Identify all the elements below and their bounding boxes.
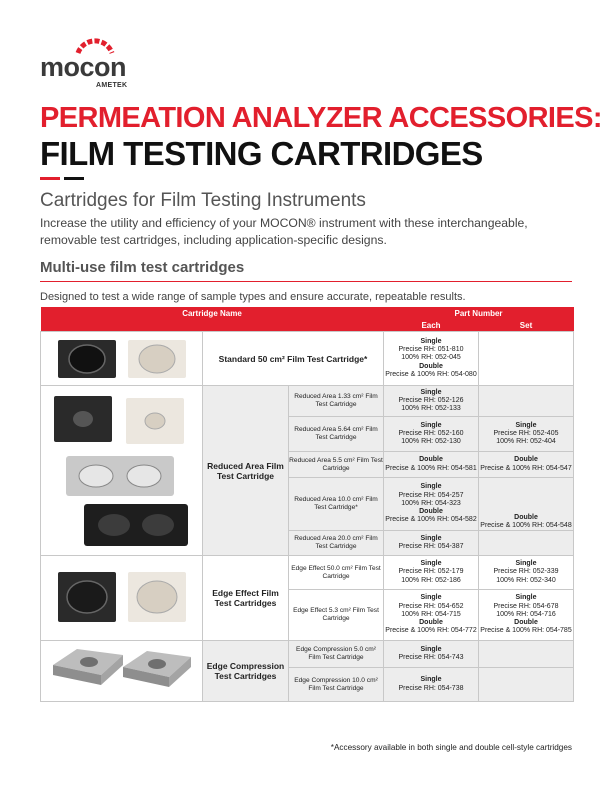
- reduced-4-each: [384, 478, 479, 531]
- e2-set-3: 100% RH: 054-716: [496, 610, 556, 618]
- e1-set-2: Precise RH: 052-339: [493, 568, 559, 576]
- section-rule: [40, 281, 572, 282]
- e2-each-3: 100% RH: 054-715: [401, 610, 461, 618]
- standard-each: [384, 332, 479, 386]
- title-line-2: FILM TESTING CARTRIDGES: [40, 135, 483, 172]
- r1-each-2: Precise RH: 052-126: [398, 396, 464, 404]
- reduced-4-set: [479, 478, 574, 531]
- logo-ametek: AMETEK: [96, 82, 128, 89]
- standard-set: [479, 332, 574, 386]
- r3-each-1: Double: [419, 456, 443, 464]
- reduced-5-set: [479, 531, 574, 556]
- edge-effect-image: [41, 556, 203, 641]
- e1-set-3: 100% RH: 052-340: [496, 576, 556, 584]
- edge-comp-image: [41, 641, 203, 702]
- r5-each-1: Single: [420, 534, 442, 542]
- r4-set-2: Precise & 100% RH: 054-548: [480, 521, 572, 529]
- edge-effect-variant-1: Edge Effect 50.0 cm² Film Test Cartridge: [289, 556, 384, 590]
- r5-each-2: Precise RH: 054-387: [398, 543, 464, 550]
- std-each-2: Precise RH: 051-810: [398, 346, 464, 354]
- edge-comp-name: Edge Compression Test Cartridges: [203, 641, 289, 702]
- reduced-name: Reduced Area Film Test Cartridge: [203, 386, 289, 556]
- std-each-4: Double: [419, 362, 443, 370]
- reduced-variant-4: Reduced Area 10.0 cm² Film Test Cartridge*: [289, 478, 384, 531]
- e2-set-2: Precise RH: 054-678: [493, 602, 559, 610]
- r4-each-2: Precise RH: 054-257: [398, 491, 464, 499]
- std-each-3: 100% RH: 052-045: [401, 354, 461, 362]
- section-description: Designed to test a wide range of sample types and ensure accurate, repeatable results.: [40, 291, 466, 303]
- edge-effect-name: Edge Effect Film Test Cartridges: [203, 556, 289, 641]
- reduced-cartridge-image: [48, 390, 196, 552]
- c1-each-1: Single: [420, 645, 442, 653]
- header-part-number: Part Number: [384, 307, 574, 319]
- edge-comp-variant-2: Edge Compression 10.0 cm² Film Test Cartridge: [289, 668, 384, 702]
- standard-name: Standard 50 cm² Film Test Cartridge*: [203, 332, 384, 386]
- e1-each-3: 100% RH: 052-186: [401, 576, 461, 584]
- e2-each-1: Single: [420, 594, 442, 602]
- r3-set-2: Precise & 100% RH: 054-547: [480, 464, 572, 472]
- reduced-2-set: [479, 417, 574, 452]
- r4-each-1: Single: [420, 483, 442, 491]
- c2-each-1: Single: [420, 676, 442, 684]
- standard-cartridge-image: [52, 337, 192, 381]
- edge-effect-cartridge-image: [52, 562, 192, 634]
- reduced-variant-2: Reduced Area 5.64 cm² Film Test Cartridge: [289, 417, 384, 452]
- header-cartridge-name: Cartridge Name: [41, 307, 384, 319]
- reduced-1-each: [384, 386, 479, 417]
- page-subtitle: Cartridges for Film Testing Instruments: [40, 190, 366, 211]
- std-each-5: Precise & 100% RH: 054-080: [385, 370, 477, 378]
- e2-each-4: Double: [419, 619, 443, 627]
- edge-comp-2-set: [479, 668, 574, 702]
- edge-effect-1-set: [479, 556, 574, 590]
- e1-set-1: Single: [515, 560, 537, 568]
- reduced-1-set: [479, 386, 574, 417]
- r4-each-4: Double: [419, 508, 443, 516]
- edge-comp-variant-1: Edge Compression 5.0 cm² Film Test Cartridge: [289, 641, 384, 668]
- edge-compression-cartridge-image: [49, 645, 195, 697]
- header-each: Each: [384, 319, 479, 332]
- r4-set-1: Double: [514, 513, 538, 521]
- edge-effect-2-set: [479, 590, 574, 641]
- c2-each-2: Precise RH: 054-738: [398, 684, 464, 692]
- e2-set-5: Precise & 100% RH: 054-785: [480, 627, 572, 635]
- std-each-1: Single: [420, 337, 442, 345]
- r2-each-2: Precise RH: 052-160: [398, 429, 464, 437]
- reduced-5-each: [384, 531, 479, 556]
- section-title: Multi-use film test cartridges: [40, 259, 245, 276]
- reduced-variant-5: Reduced Area 20.0 cm² Film Test Cartridge: [289, 531, 384, 556]
- edge-effect-1-each: [384, 556, 479, 590]
- e2-each-5: Precise & 100% RH: 054-772: [385, 627, 477, 635]
- intro-paragraph: Increase the utility and efficiency of your MOCON® instrument with these interchangeable, removable test cartridges, including application-specific designs.: [40, 216, 528, 247]
- r2-set-2: Precise RH: 052-405: [493, 429, 559, 437]
- r2-set-3: 100% RH: 052-404: [496, 438, 556, 446]
- reduced-3-each: [384, 452, 479, 478]
- header-spacer: [41, 319, 384, 332]
- mocon-logo: [40, 38, 150, 88]
- r4-each-3: 100% RH: 054-323: [401, 499, 461, 507]
- c1-each-2: Precise RH: 054-743: [398, 654, 464, 661]
- r2-each-3: 100% RH: 052-130: [401, 438, 461, 446]
- r3-each-2: Precise & 100% RH: 054-581: [385, 464, 477, 472]
- cartridge-table: [40, 307, 574, 702]
- reduced-2-each: [384, 417, 479, 452]
- r4-each-5: Precise & 100% RH: 054-582: [385, 516, 477, 524]
- logo-wordmark: mocon: [40, 52, 127, 82]
- reduced-image: [41, 386, 203, 556]
- reduced-3-set: [479, 452, 574, 478]
- e2-set-1: Single: [515, 594, 537, 602]
- r1-each-3: 100% RH: 052-133: [401, 405, 461, 413]
- edge-comp-1-set: [479, 641, 574, 668]
- edge-effect-variant-2: Edge Effect 5.3 cm² Film Test Cartridge: [289, 590, 384, 641]
- header-set: Set: [479, 319, 574, 332]
- r1-each-1: Single: [420, 388, 442, 396]
- e2-set-4: Double: [514, 619, 538, 627]
- r2-set-1: Single: [515, 421, 537, 429]
- e1-each-2: Precise RH: 052-179: [398, 568, 464, 576]
- edge-comp-2-each: [384, 668, 479, 702]
- title-line-1: PERMEATION ANALYZER ACCESSORIES:: [40, 102, 602, 134]
- reduced-variant-3: Reduced Area 5.5 cm² Film Test Cartridge: [289, 452, 384, 478]
- e1-each-1: Single: [420, 560, 442, 568]
- edge-effect-2-each: [384, 590, 479, 641]
- e2-each-2: Precise RH: 054-652: [398, 602, 464, 610]
- reduced-variant-1: Reduced Area 1.33 cm² Film Test Cartridge: [289, 386, 384, 417]
- standard-image: [41, 332, 203, 386]
- edge-comp-1-each: [384, 641, 479, 668]
- r3-set-1: Double: [514, 456, 538, 464]
- footnote: *Accessory available in both single and double cell-style cartridges: [330, 743, 572, 752]
- r2-each-1: Single: [420, 421, 442, 429]
